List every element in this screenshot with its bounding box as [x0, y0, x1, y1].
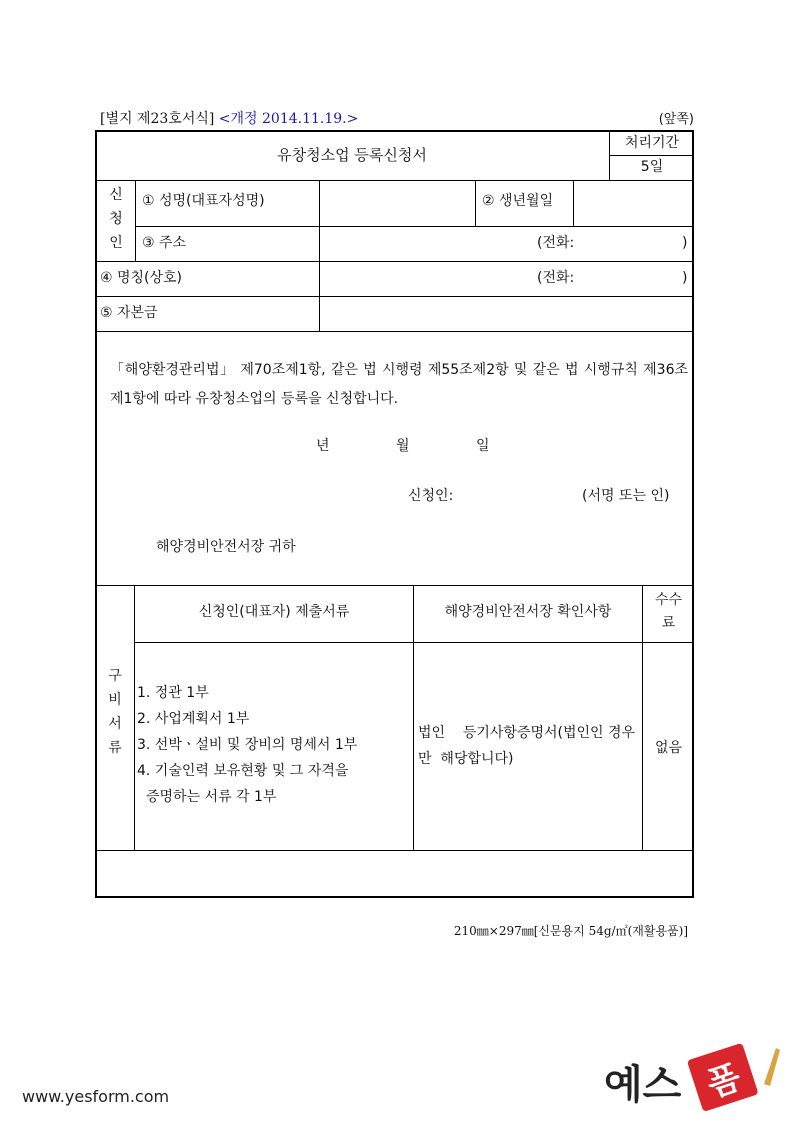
rule-birth-left [475, 180, 476, 226]
list-item: 3. 선박ㆍ설비 및 장비의 명세서 1부 [137, 737, 358, 753]
revision-date: <개정 2014.11.19.> [218, 111, 359, 127]
form-number: [별지 제23호서식] [100, 111, 215, 127]
name-label: ① 성명(대표자성명) [142, 193, 265, 209]
form-title: 유창청소업 등록신청서 [277, 146, 427, 164]
confirm-items-header: 해양경비안전서장 확인사항 [444, 604, 612, 620]
processing-value: 5일 [640, 159, 664, 175]
applicant-group-label: 신 청 인 [109, 187, 123, 251]
submit-docs-header: 신청인(대표자) 제출서류 [198, 604, 350, 620]
rule-capital-bottom [95, 331, 694, 332]
pen-icon [764, 1048, 780, 1086]
rule-title-bottom [95, 180, 694, 181]
rule-docs-bottom [95, 850, 694, 851]
page-side: (앞쪽) [658, 112, 694, 127]
rule-docs-group [134, 585, 135, 850]
birth-label: ② 생년월일 [482, 193, 554, 209]
confirm-text: 법인 등기사항증명서(법인인 경우만 해당합니다) [418, 725, 636, 767]
business-phone-label: (전화: [537, 270, 575, 286]
fee-header: 수수 료 [654, 592, 683, 631]
logo-graphic [604, 1040, 784, 1112]
fee-value: 없음 [654, 740, 683, 756]
documents-group-label: 구 비 서 류 [108, 668, 122, 756]
rule-processing [609, 155, 694, 156]
date-year: 년 [316, 438, 330, 454]
date-day: 일 [476, 438, 490, 454]
yesform-logo [604, 1040, 784, 1112]
logo-text-badge: 폼 [702, 1057, 746, 1106]
list-item: 4. 기술인력 보유현황 및 그 자격을 [137, 763, 349, 779]
business-name-label: ④ 명칭(상호) [100, 270, 183, 286]
address-phone-close: ) [682, 235, 688, 251]
rule-statement-bottom [95, 585, 694, 586]
recipient: 해양경비안전서장 귀하 [156, 539, 296, 555]
business-phone-close: ) [682, 270, 688, 286]
rule-birth-right [573, 180, 574, 226]
date-month: 월 [396, 438, 410, 454]
rule-docs-header-bottom [135, 642, 694, 643]
logo-badge [687, 1043, 759, 1112]
address-label: ③ 주소 [142, 235, 187, 251]
sign-note: (서명 또는 인) [582, 488, 670, 504]
list-item: 증명하는 서류 각 1부 [146, 789, 277, 805]
rule-applicant-group [135, 180, 136, 261]
rule-applicant-mid [135, 226, 694, 227]
form-label [100, 108, 358, 128]
application-statement: 「해양환경관리법」 제70조제1항, 같은 법 시행령 제55조제2항 및 같은 법 시행규칙 제36조제1항에 따라 유창청소업의 등록을 신청합니다. [110, 362, 688, 407]
paper-size: 210㎜×297㎜[신문용지 54g/㎡(재활용품)] [453, 924, 688, 938]
address-phone-label: (전화: [537, 235, 575, 251]
rule-docs-mid [413, 585, 414, 850]
capital-label: ⑤ 자본금 [100, 305, 158, 321]
rule-title-row-bottom [95, 296, 694, 297]
website-link[interactable]: www.yesform.com [22, 1087, 170, 1106]
applicant-sign-label: 신청인: [408, 488, 454, 504]
processing-label: 처리기간 [624, 135, 680, 151]
logo-text-main: 예스 [604, 1062, 682, 1108]
submit-docs-list [137, 680, 411, 810]
rule-applicant-bottom [95, 261, 694, 262]
list-item: 2. 사업계획서 1부 [137, 711, 250, 727]
rule-label-col [319, 180, 320, 331]
list-item: 1. 정관 1부 [137, 685, 209, 701]
